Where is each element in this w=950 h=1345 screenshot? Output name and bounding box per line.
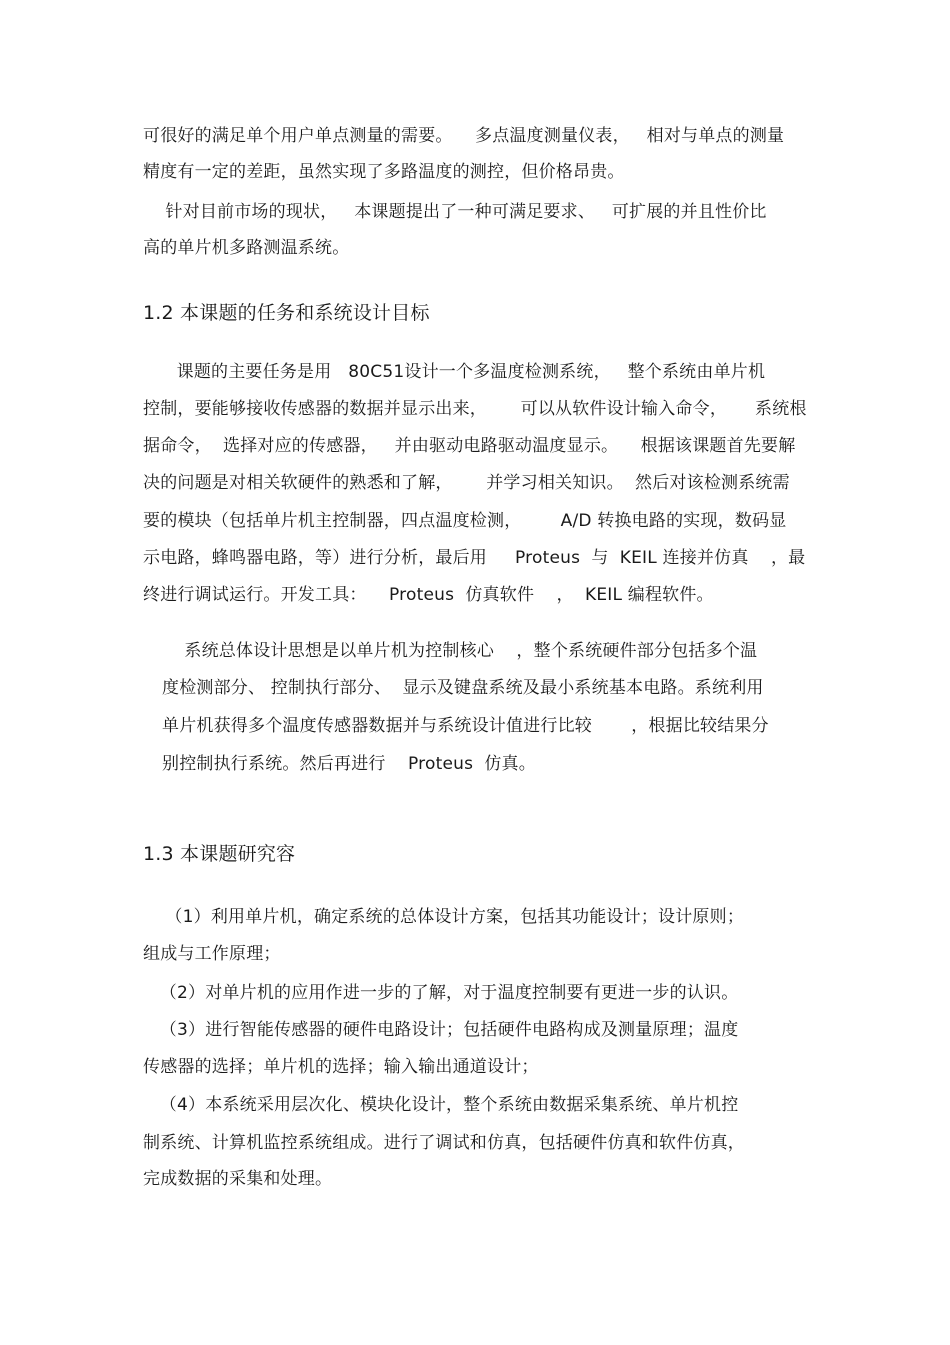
task-line-6: 示电路，蜂鸣器电路，等）进行分析，最后用 Proteus 与 KEIL 连接并仿真 ，最 [143,548,806,568]
design-line-2: 度检测部分、 控制执行部分、 显示及键盘系统及最小系统基本电路。系统利用 [162,678,764,698]
task-line-4: 决的问题是对相关软硬件的熟悉和了解， 并学习相关知识。 然后对该检测系统需 [143,473,790,493]
research-line-2: 组成与工作原理； [143,944,281,964]
research-line-4: （3）进行智能传感器的硬件电路设计；包括硬件电路构成及测量原理；温度 [143,1020,739,1040]
intro-line-4: 高的单片机多路测温系统。 [143,238,350,258]
section-heading-1-2: 1.2 本课题的任务和系统设计目标 [143,302,430,324]
research-line-7: 制系统、计算机监控系统组成。进行了调试和仿真，包括硬件仿真和软件仿真， [143,1133,745,1153]
research-line-5: 传感器的选择；单片机的选择；输入输出通道设计； [143,1057,539,1077]
research-line-8: 完成数据的采集和处理。 [143,1169,333,1189]
task-line-1: 课题的主要任务是用 80C51设计一个多温度检测系统， 整个系统由单片机 [143,362,766,382]
design-line-1: 系统总体设计思想是以单片机为控制核心 ，整个系统硬件部分包括多个温 [162,641,758,661]
task-line-2: 控制，要能够接收传感器的数据并显示出来， 可以从软件设计输入命令， 系统根 [143,399,807,419]
design-line-4: 别控制执行系统。然后再进行 Proteus 仿真。 [162,754,536,774]
task-line-5: 要的模块（包括单片机主控制器，四点温度检测， A/D 转换电路的实现，数码显 [143,511,787,531]
design-line-3: 单片机获得多个温度传感器数据并与系统设计值进行比较 ，根据比较结果分 [162,716,769,736]
research-line-3: （2）对单片机的应用作进一步的了解，对于温度控制要有更进一步的认识。 [143,983,739,1003]
intro-line-2: 精度有一定的差距，虽然实现了多路温度的测控，但价格昂贵。 [143,162,625,182]
research-line-1: （1）利用单片机，确定系统的总体设计方案，包括其功能设计；设计原则； [143,907,745,927]
task-line-3: 据命令， 选择对应的传感器， 并由驱动电路驱动温度显示。 根据该课题首先要解 [143,436,796,456]
intro-line-1: 可很好的满足单个用户单点测量的需要。 多点温度测量仪表， 相对与单点的测量 [143,126,785,146]
research-line-6: （4）本系统采用层次化、模块化设计，整个系统由数据采集系统、单片机控 [143,1095,739,1115]
section-heading-1-3: 1.3 本课题研究容 [143,843,296,865]
intro-line-3: 针对目前市场的现状， 本课题提出了一种可满足要求、 可扩展的并且性价比 [143,202,767,222]
task-line-7: 终进行调试运行。开发工具： Proteus 仿真软件 ， KEIL 编程软件。 [143,585,714,605]
